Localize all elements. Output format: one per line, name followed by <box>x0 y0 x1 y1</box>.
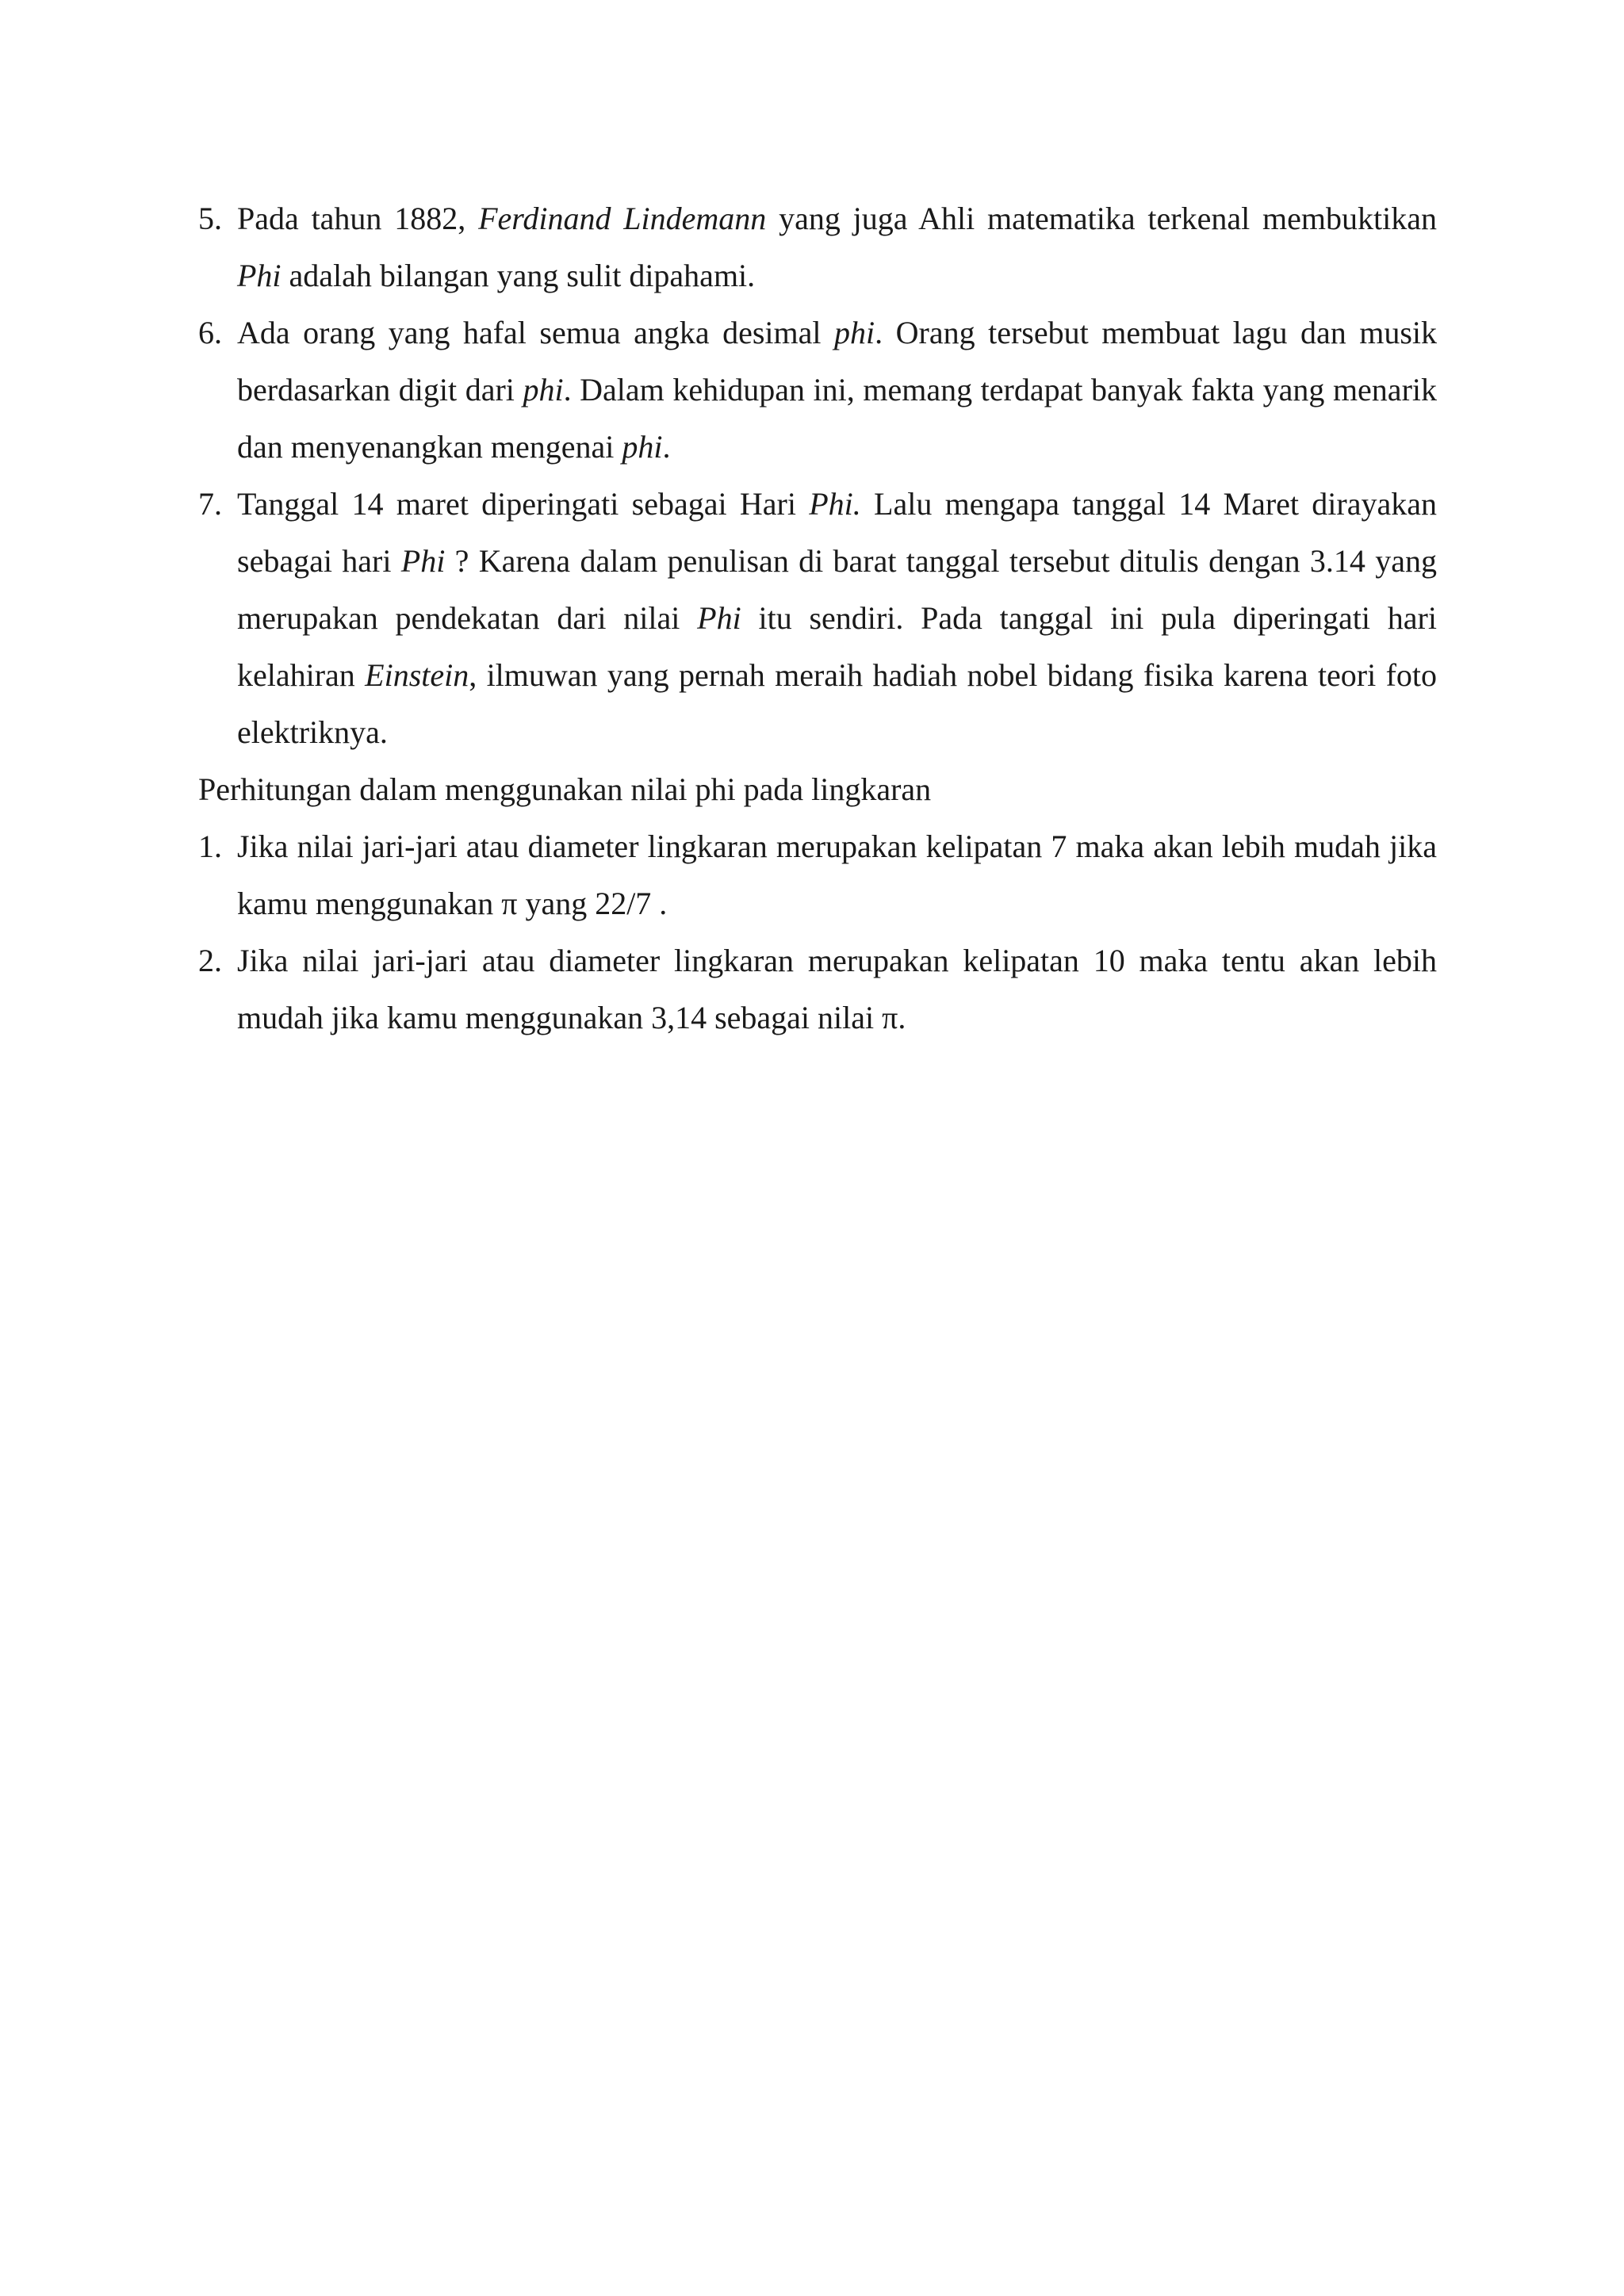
section-heading: Perhitungan dalam menggunakan nilai phi pada lingkaran <box>198 771 932 807</box>
item-number: 6. <box>198 315 222 350</box>
document-page <box>198 190 1437 1047</box>
italic-term: Phi <box>400 543 446 579</box>
item-text: Tanggal 14 maret diperingati sebagai Hari Phi. Lalu mengapa tanggal 14 Maret dirayakan sebagai hari Phi ? Karena dalam penulisan di barat tanggal tersebut ditulis dengan 3.14 yang merupakan pendekatan dari nilai Phi itu sendiri. Pada tanggal ini pula diperingati hari kelahiran Einstein, ilmuwan yang pernah meraih hadiah nobel bidang fisika karena teori foto elektriknya. <box>237 486 1437 750</box>
item-text: Pada tahun 1882, Ferdinand Lindemann yang juga Ahli matematika terkenal membuktikan Phi adalah bilangan yang sulit dipahami. <box>237 201 1438 293</box>
list-item <box>198 304 1437 476</box>
list-item <box>198 932 1437 1047</box>
item-number: 5. <box>198 201 222 236</box>
item-number: 7. <box>198 486 222 522</box>
item-text: Jika nilai jari-jari atau diameter lingkaran merupakan kelipatan 7 maka akan lebih mudah jika kamu menggunakan π yang 22/7 . <box>237 828 1437 921</box>
list-item <box>198 476 1437 761</box>
list-item <box>198 190 1437 304</box>
calculation-list <box>198 818 1437 1047</box>
item-number: 1. <box>198 828 222 864</box>
italic-term: Phi. <box>809 486 861 522</box>
italic-term: Einstein <box>365 657 469 693</box>
italic-term: phi <box>622 429 663 465</box>
list-item <box>198 818 1437 932</box>
italic-term: phi <box>523 372 564 408</box>
italic-term: Phi <box>237 258 282 293</box>
item-text: Jika nilai jari-jari atau diameter lingkaran merupakan kelipatan 10 maka tentu akan lebih mudah jika kamu menggunakan 3,14 sebagai nilai π. <box>237 943 1437 1035</box>
facts-list <box>198 190 1437 761</box>
item-number: 2. <box>198 943 222 978</box>
italic-term: phi <box>834 315 875 350</box>
italic-term: Ferdinand Lindemann <box>478 201 767 236</box>
italic-term: Phi <box>697 600 741 636</box>
item-text: Ada orang yang hafal semua angka desimal phi. Orang tersebut membuat lagu dan musik berdasarkan digit dari phi. Dalam kehidupan ini, memang terdapat banyak fakta yang menarik dan menyenangkan mengenai phi. <box>237 315 1437 465</box>
